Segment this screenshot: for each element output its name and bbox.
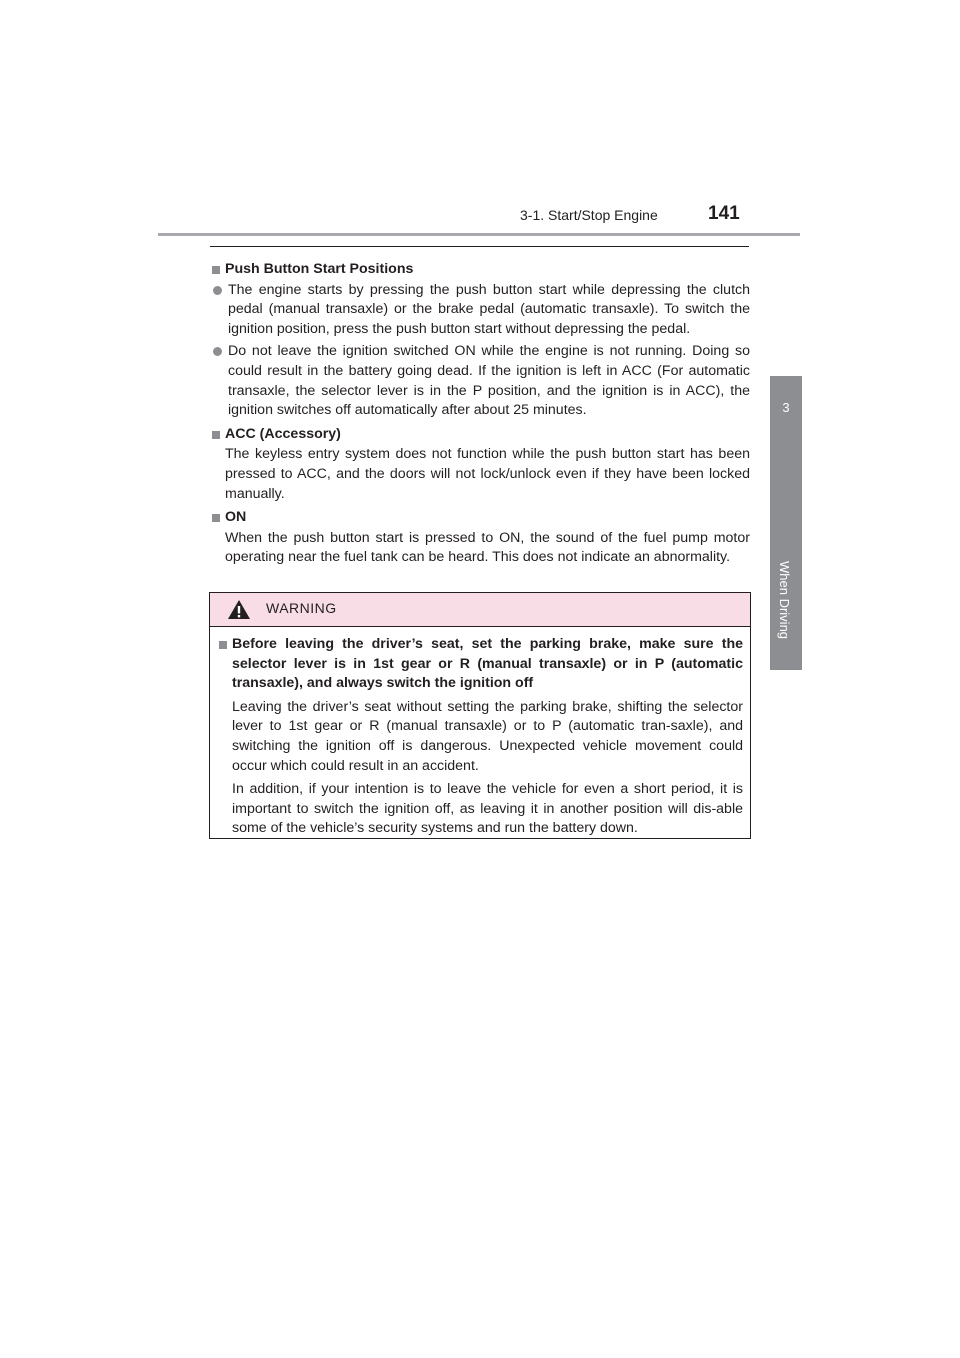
section-acc bbox=[210, 425, 750, 504]
warning-header bbox=[210, 593, 750, 627]
bullet-item bbox=[210, 281, 750, 340]
warning-box bbox=[209, 592, 751, 839]
section-heading bbox=[210, 260, 750, 280]
bullet-text: The engine starts by pressing the push button start while depressing the clutch pedal (manual transaxle) or the brake pedal (automatic transaxle). To switch the ignition position, press the push button start without depressing the pedal. bbox=[228, 281, 750, 337]
square-bullet-icon bbox=[212, 266, 220, 274]
chapter-side-tab bbox=[770, 376, 802, 670]
circle-bullet-icon bbox=[213, 347, 222, 356]
section-heading-text: ON bbox=[225, 509, 247, 526]
page-number: 141 bbox=[708, 203, 740, 224]
section-heading-text: ACC (Accessory) bbox=[225, 425, 341, 442]
warning-paragraph: Leaving the driver’s seat without setting the parking brake, shifting the selector lever to 1st gear or R (manual transaxle) or to P (automatic tran-saxle), and switching the ignition off is dangerous. Unexpected vehicle movement could occur which could result in an accident. bbox=[232, 698, 743, 774]
bullet-item bbox=[210, 342, 750, 420]
section-heading-text: Push Button Start Positions bbox=[225, 261, 414, 277]
warning-body bbox=[210, 627, 750, 839]
warning-heading-text: Before leaving the driver’s seat, set the parking brake, make sure the selector lever is in 1st gear or R (manual transaxle) or in P (automatic transaxle), and always switch the ignition off bbox=[232, 636, 743, 692]
section-heading bbox=[210, 508, 750, 528]
content-rule bbox=[210, 246, 749, 247]
page-header-section: 3-1. Start/Stop Engine bbox=[520, 207, 658, 223]
warning-paragraph: In addition, if your intention is to leave the vehicle for even a short period, it is important to switch the ignition off, as leaving it in another position will dis-able some of the vehicle’s security systems and run the battery down. bbox=[232, 781, 743, 837]
section-paragraph: When the push button start is pressed to ON, the sound of the fuel pump motor operating near the fuel tank can be heard. This does not indicate an abnormality. bbox=[225, 529, 750, 566]
warning-triangle-icon bbox=[227, 599, 251, 625]
section-on bbox=[210, 508, 750, 568]
warning-heading bbox=[217, 635, 743, 694]
header-rule bbox=[158, 233, 800, 236]
warning-title: WARNING bbox=[266, 600, 337, 616]
chapter-title: When Driving bbox=[777, 561, 792, 640]
section-paragraph: The keyless entry system does not function while the push button start has been pressed to ACC, and the doors will not lock/unlock even if they have been locked manually. bbox=[225, 446, 750, 502]
square-bullet-icon bbox=[212, 514, 220, 522]
square-bullet-icon bbox=[212, 431, 220, 439]
section-heading bbox=[210, 425, 750, 445]
section-push-button-start bbox=[210, 260, 750, 421]
chapter-number: 3 bbox=[782, 400, 790, 415]
square-bullet-icon bbox=[219, 641, 227, 649]
bullet-text: Do not leave the ignition switched ON while the engine is not running. Doing so could result in the battery going dead. If the ignition is left in ACC (For automatic transaxle, the selector lever is in the P position, and the ignition is in ACC), the ignition switches off automatically after about 25 minutes. bbox=[228, 343, 750, 419]
main-content bbox=[210, 256, 750, 568]
circle-bullet-icon bbox=[213, 286, 222, 295]
